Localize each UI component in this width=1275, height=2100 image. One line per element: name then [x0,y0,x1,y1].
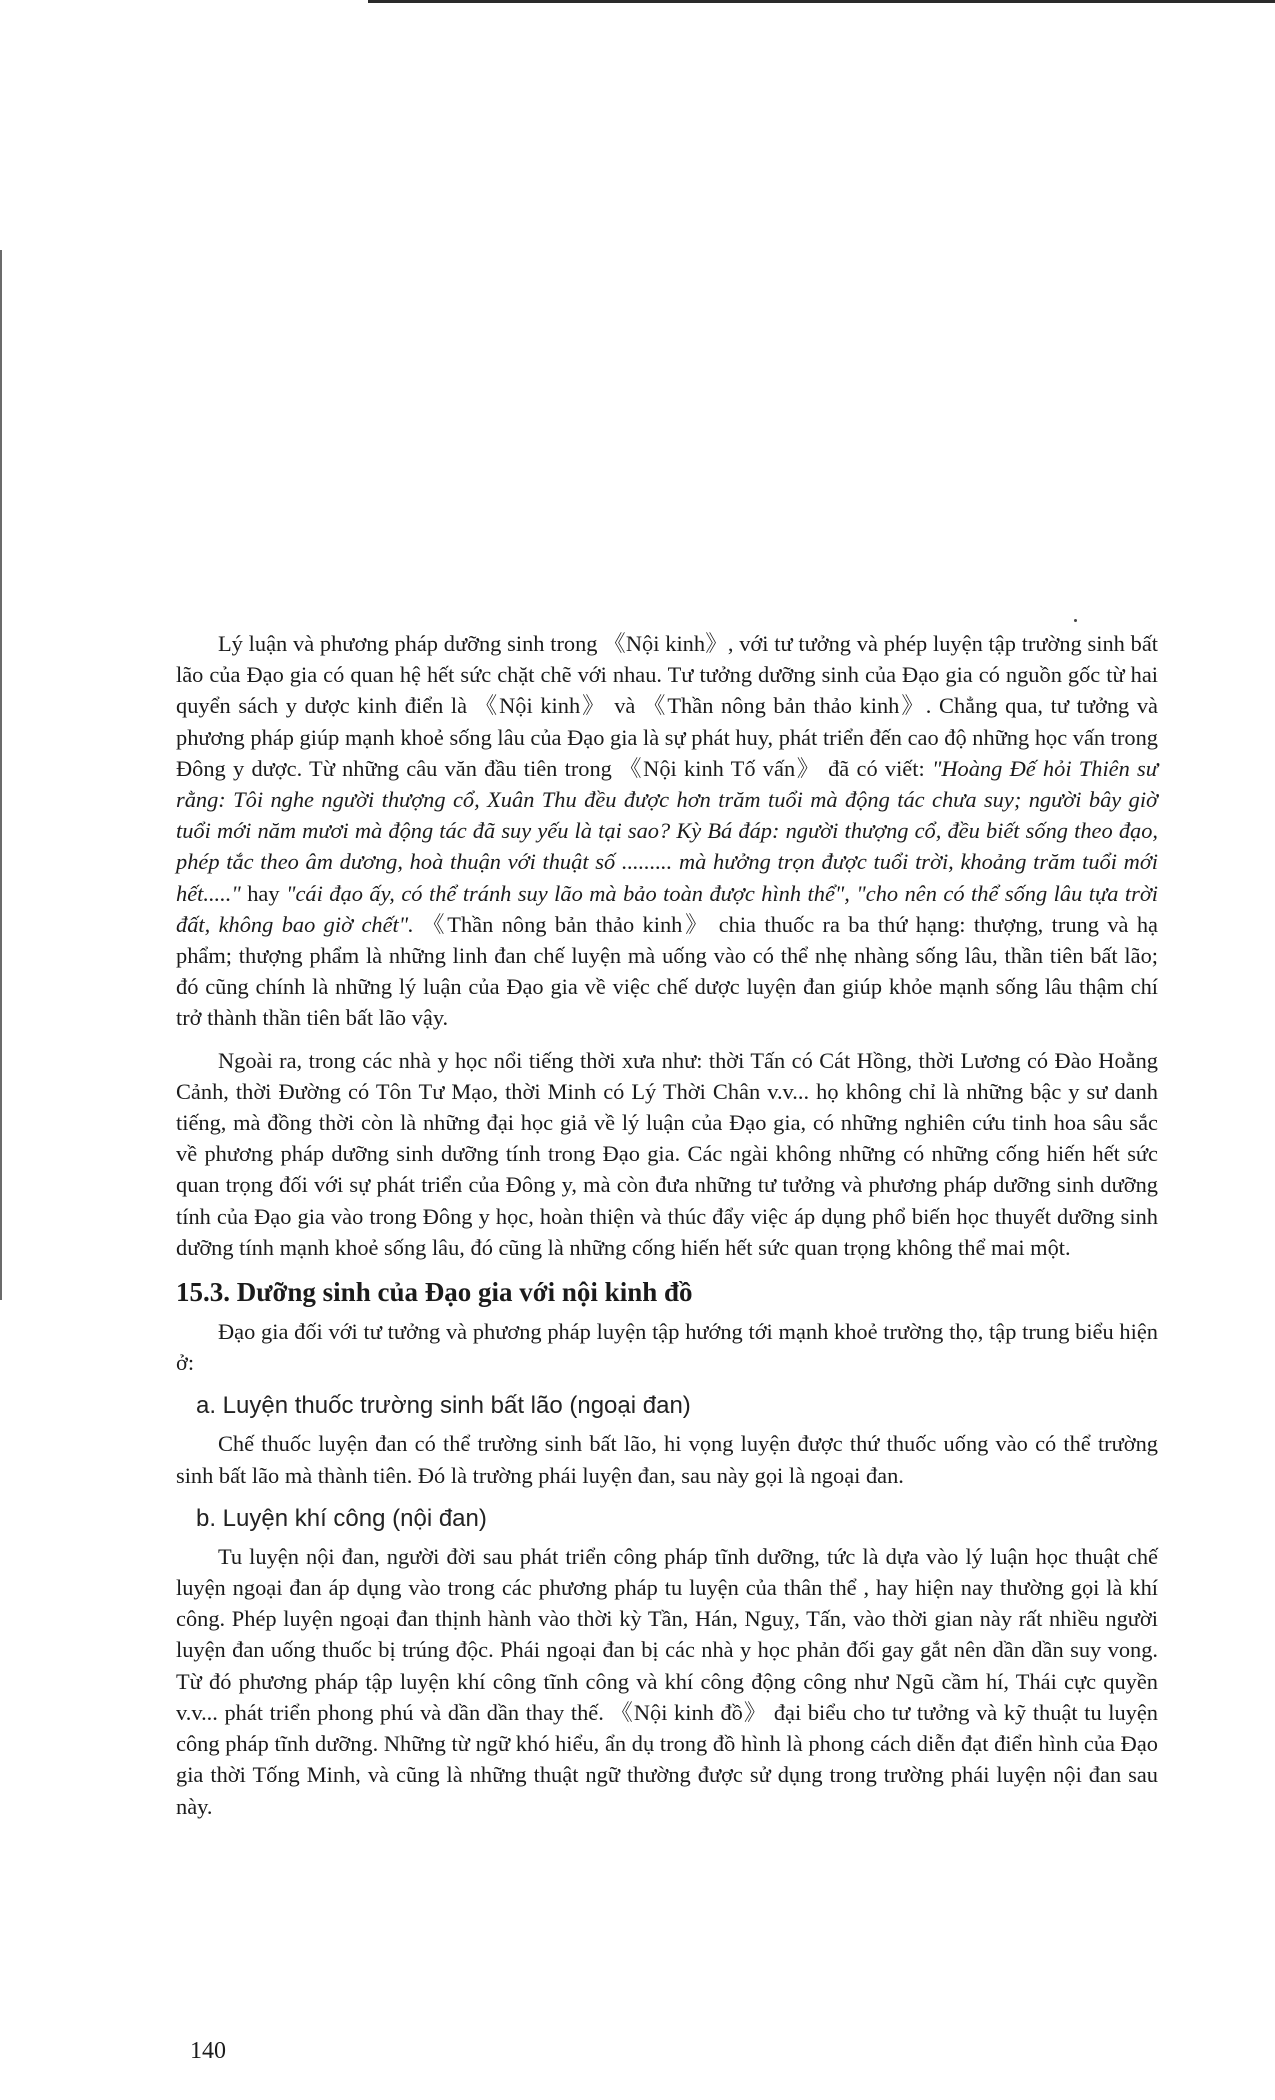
paragraph-1-quote-1: "Hoàng Đế hỏi Thiên sư rằng: Tôi nghe người thượng cổ, Xuân Thu đều được hơn trăm tuổi mà động tác chưa suy; người bây giờ tuổi mới năm mươi mà động tác đã suy yếu là tại sao? Kỳ Bá đáp: người thượng cổ, đều biết sống theo đạo, phép tắc theo âm dương, hoà thuận với thuật số ......... mà hưởng trọn được tuổi trời, khoảng trăm tuổi mới hết....." [176,755,1158,906]
paragraph-5: Tu luyện nội đan, người đời sau phát triển công pháp tĩnh dưỡng, tức là dựa vào lý luận học thuật chế luyện ngoại đan áp dụng vào trong các phương pháp tu luyện của thân thể , hay hiện nay thường gọi là khí công. Phép luyện ngoại đan thịnh hành vào thời kỳ Tần, Hán, Nguỵ, Tấn, vào thời gian này rất nhiều người luyện đan uống thuốc bị trúng độc. Phái ngoại đan bị các nhà y học phản đối gay gắt nên dần dần suy vong. Từ đó phương pháp tập luyện khí công tĩnh công và khí công động công như Ngũ cầm hí, Thái cực quyền v.v... phát triển phong phú và dần dần thay thế. 《Nội kinh đồ》 đại biểu cho tư tưởng và kỹ thuật tu luyện công pháp tĩnh dưỡng. Những từ ngữ khó hiểu, ẩn dụ trong đồ hình là phong cách diễn đạt điển hình của Đạo gia thời Tống Minh, và cũng là những thuật ngữ thường được sử dụng trong trường phái luyện nội đan sau này. [176,1543,1158,1819]
subheading-a: a. Luyện thuốc trường sinh bất lão (ngoại đan) [196,1392,691,1420]
paragraph-1-quote-2: "cái đạo ấy, có thể tránh suy lão mà bảo toàn được hình thể", "cho nên có thể sống lâu tựa trời đất, không bao giờ chết". [176,880,1158,937]
paragraph-4: Chế thuốc luyện đan có thể trường sinh bất lão, hi vọng luyện được thứ thuốc uống vào có thể trường sinh bất lão mà thành tiên. Đó là trường phái luyện đan, sau này gọi là ngoại đan. [176,1431,1158,1488]
paragraph-2: Ngoài ra, trong các nhà y học nổi tiếng thời xưa như: thời Tấn có Cát Hồng, thời Lương có Đào Hoằng Cảnh, thời Đường có Tôn Tư Mạo, thời Minh có Lý Thời Chân v.v... họ không chỉ là những bậc y sư danh tiếng, mà đồng thời còn là những đại học giả về lý luận của Đạo gia, có những nghiên cứu tinh hoa sâu sắc về phương pháp dưỡng sinh dưỡng tính trong Đạo gia. Các ngài không những có những cống hiến hết sức quan trọng đối với sự phát triển của Đông y, mà còn đưa những tư tưởng và phương pháp dưỡng sinh dưỡng tính của Đạo gia vào trong Đông y học, hoàn thiện và thúc đẩy việc áp dụng phổ biến học thuyết dưỡng sinh dưỡng tính mạnh khoẻ sống lâu, đó cũng là những cống hiến hết sức quan trọng không thể mai một. [176,1047,1158,1260]
top-rule [368,0,1275,3]
paragraph-1-text-e: 《Thần nông bản thảo kinh》 chia thuốc ra ba thứ hạng: thượng, trung và hạ phẩm; thượng phẩm là những linh đan chế luyện mà uống vào có thể nhẹ nhàng sống lâu, thần tiên bất lão; đó cũng chính là những lý luận của Đạo gia về việc chế dược luyện đan giúp khỏe mạnh sống lâu thậm chí trở thành thần tiên bất lão vậy. [176,911,1158,1031]
paragraph-1 [176,628,1158,1034]
scan-speck [1074,619,1077,622]
scan-edge [0,250,2,1300]
page-number: 140 [190,2038,226,2064]
subheading-b: b. Luyện khí công (nội đan) [196,1504,487,1532]
paragraph-1-text-a: Lý luận và phương pháp dưỡng sinh trong 《Nội kinh》, với tư tưởng và phép luyện tập trường sinh bất lão của Đạo gia có quan hệ hết sức chặt chẽ với nhau. Tư tưởng dưỡng sinh của Đạo gia có nguồn gốc từ hai quyển sách y dược kinh điển là 《Nội kinh》 và 《Thần nông bản thảo kinh》. Chẳng qua, tư tưởng và phương pháp giúp mạnh khoẻ sống lâu của Đạo gia là sự phát huy, phát triển đến cao độ những học vấn trong Đông y dược. Từ những câu văn đầu tiên trong 《Nội kinh Tố vấn》 đã có viết: [176,631,1158,781]
paragraph-3: Đạo gia đối với tư tưởng và phương pháp luyện tập hướng tới mạnh khoẻ trường thọ, tập trung biểu hiện ở: [176,1319,1158,1376]
paragraph-1-text-c: hay [240,880,287,906]
page-body [176,628,1158,1833]
section-heading: 15.3. Dưỡng sinh của Đạo gia với nội kinh đồ [176,1277,693,1308]
